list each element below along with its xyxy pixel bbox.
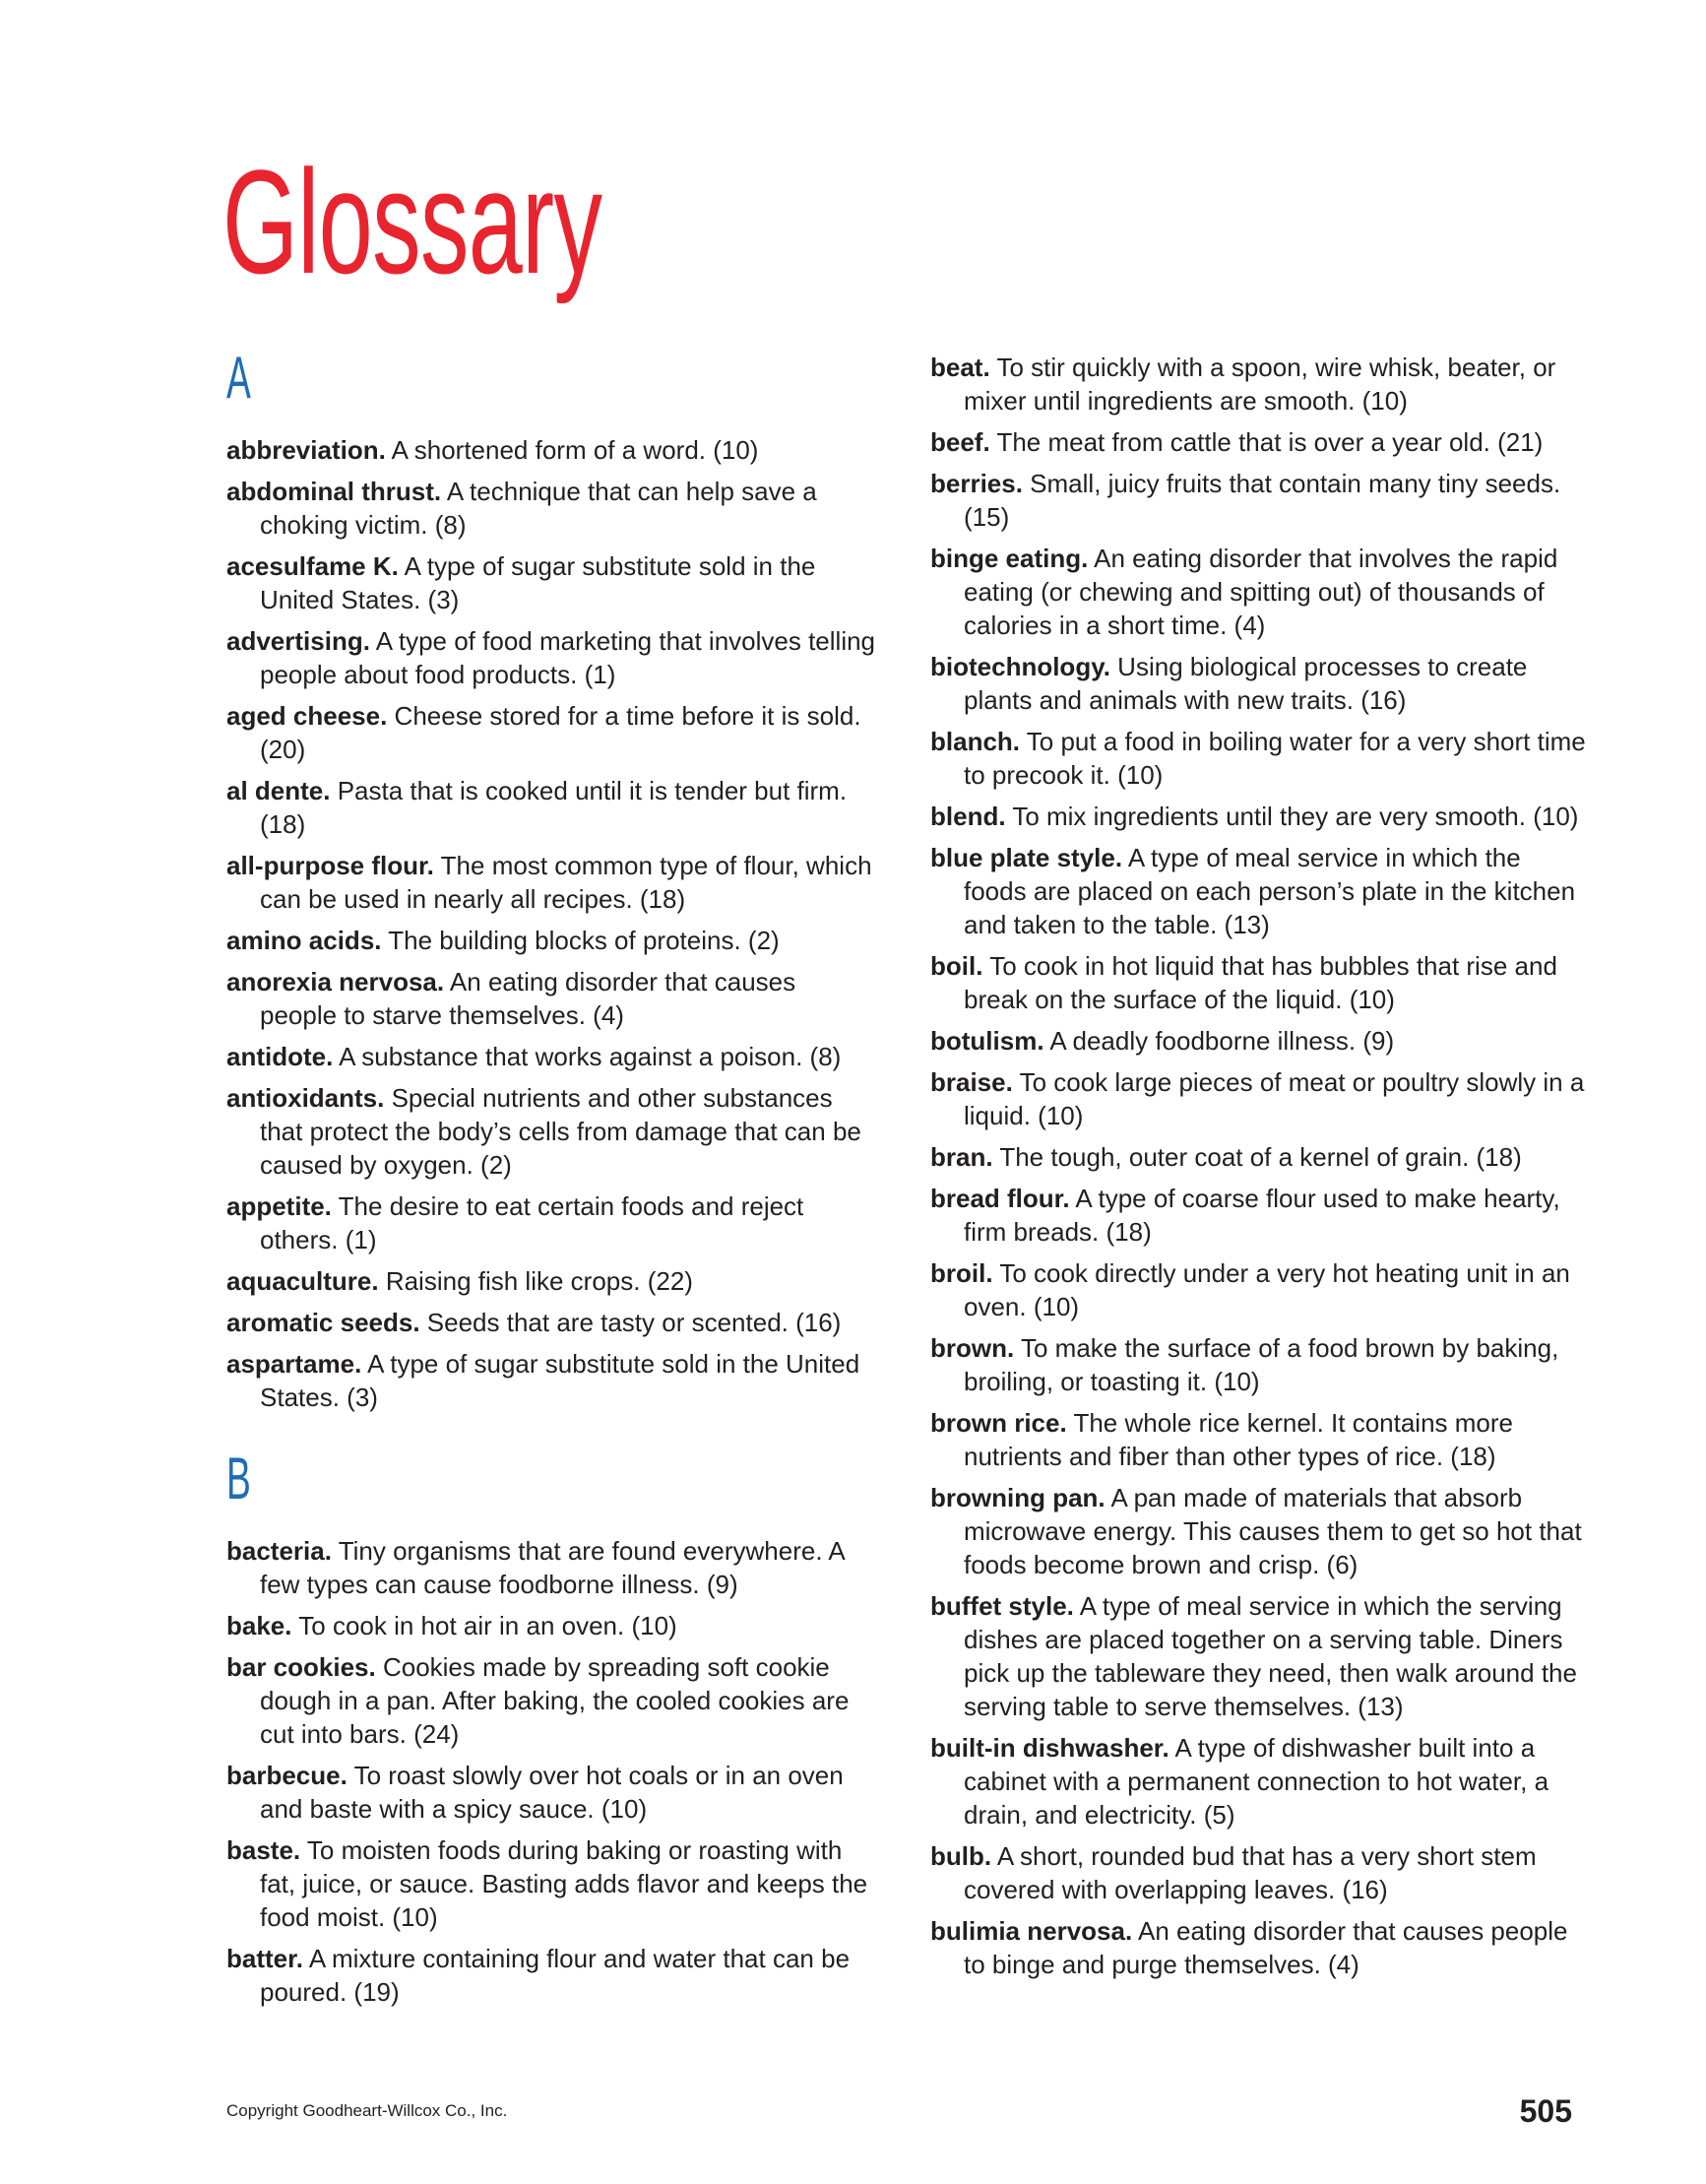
glossary-definition: A shortened form of a word. (10) bbox=[385, 435, 759, 465]
glossary-definition: To moisten foods during baking or roasting with fat, juice, or sauce. Basting adds flavor and keeps the food moist. (10) bbox=[260, 1835, 868, 1932]
glossary-entry bbox=[226, 774, 878, 841]
glossary-entry bbox=[226, 699, 878, 766]
glossary-definition: A type of meal service in which the foods are placed on each person’s plate in the kitchen and taken to the table. (13) bbox=[964, 843, 1576, 939]
glossary-entry bbox=[930, 467, 1590, 534]
glossary-definition: Using biological processes to create plants and animals with new traits. (16) bbox=[964, 652, 1528, 715]
glossary-entry bbox=[226, 1609, 878, 1642]
glossary-definition: To cook in hot liquid that has bubbles that rise and break on the surface of the liquid. (10) bbox=[964, 951, 1557, 1014]
glossary-entry bbox=[226, 849, 878, 916]
glossary-term: antidote. bbox=[226, 1042, 334, 1071]
glossary-definition: An eating disorder that involves the rapid eating (or chewing and spitting out) of thousands of calories in a short time. (4) bbox=[964, 544, 1558, 640]
glossary-entry bbox=[930, 841, 1590, 941]
glossary-term: amino acids. bbox=[226, 926, 382, 955]
glossary-term: braise. bbox=[930, 1067, 1013, 1097]
glossary-term: appetite. bbox=[226, 1191, 332, 1221]
glossary-definition: The tough, outer coat of a kernel of grain. (18) bbox=[992, 1142, 1522, 1172]
glossary-entry bbox=[930, 1024, 1590, 1058]
glossary-term: bar cookies. bbox=[226, 1652, 376, 1682]
glossary-definition: To roast slowly over hot coals or in an oven and baste with a spicy sauce. (10) bbox=[260, 1761, 844, 1824]
glossary-term: botulism. bbox=[930, 1026, 1044, 1056]
glossary-definition: Raising fish like crops. (22) bbox=[378, 1266, 693, 1296]
glossary-entry bbox=[226, 924, 878, 957]
section-letter: A bbox=[226, 345, 251, 411]
glossary-entry bbox=[930, 1140, 1590, 1174]
glossary-definition: To stir quickly with a spoon, wire whisk, beater, or mixer until ingredients are smooth. (10) bbox=[964, 353, 1556, 416]
glossary-definition: To make the surface of a food brown by baking, broiling, or toasting it. (10) bbox=[964, 1333, 1559, 1396]
glossary-entry bbox=[226, 433, 878, 467]
glossary-definition: To cook directly under a very hot heating unit in an oven. (10) bbox=[964, 1258, 1570, 1321]
glossary-entry bbox=[226, 1942, 878, 2009]
glossary-definition: A type of sugar substitute sold in the United States. (3) bbox=[260, 1349, 860, 1412]
glossary-entry bbox=[226, 1534, 878, 1601]
glossary-term: boil. bbox=[930, 951, 983, 981]
glossary-term: aromatic seeds. bbox=[226, 1308, 420, 1337]
glossary-definition: A substance that works against a poison. (8) bbox=[333, 1042, 842, 1071]
glossary-definition: Cookies made by spreading soft cookie dough in a pan. After baking, the cooled cookies are cut into bars. (24) bbox=[260, 1652, 850, 1749]
glossary-term: aquaculture. bbox=[226, 1266, 379, 1296]
glossary-term: baste. bbox=[226, 1835, 301, 1865]
glossary-term: buffet style. bbox=[930, 1591, 1074, 1621]
glossary-term: blanch. bbox=[930, 727, 1021, 756]
glossary-term: barbecue. bbox=[226, 1761, 348, 1790]
glossary-term: biotechnology. bbox=[930, 652, 1110, 681]
glossary-term: abbreviation. bbox=[226, 435, 386, 465]
glossary-entry bbox=[930, 1589, 1590, 1723]
glossary-term: all-purpose flour. bbox=[226, 851, 434, 880]
glossary-entry bbox=[226, 624, 878, 691]
glossary-term: beat. bbox=[930, 353, 990, 382]
glossary-definition: Seeds that are tasty or scented. (16) bbox=[419, 1308, 842, 1337]
glossary-entry bbox=[930, 949, 1590, 1016]
glossary-definition: To cook in hot air in an oven. (10) bbox=[291, 1611, 677, 1640]
glossary-term: aged cheese. bbox=[226, 701, 388, 731]
glossary-definition: The most common type of flour, which can be used in nearly all recipes. (18) bbox=[260, 851, 872, 914]
glossary-entry bbox=[226, 1189, 878, 1256]
glossary-term: broil. bbox=[930, 1258, 993, 1288]
page-title: Glossary bbox=[222, 139, 602, 304]
glossary-term: aspartame. bbox=[226, 1349, 362, 1379]
glossary-entry bbox=[930, 1182, 1590, 1249]
section-b-entries bbox=[226, 1534, 878, 2009]
glossary-entry bbox=[226, 475, 878, 542]
glossary-entry bbox=[930, 1731, 1590, 1831]
glossary-right-column bbox=[930, 351, 1590, 1989]
glossary-definition: Special nutrients and other substances that protect the body’s cells from damage that can be caused by oxygen. (2) bbox=[260, 1083, 861, 1180]
glossary-entry bbox=[226, 1306, 878, 1339]
glossary-term: advertising. bbox=[226, 626, 370, 656]
glossary-entry bbox=[226, 549, 878, 616]
glossary-definition: Tiny organisms that are found everywhere. A few types can cause foodborne illness. (9) bbox=[260, 1536, 845, 1599]
glossary-term: brown. bbox=[930, 1333, 1015, 1363]
glossary-definition: To put a food in boiling water for a very short time to precook it. (10) bbox=[964, 727, 1586, 790]
glossary-term: browning pan. bbox=[930, 1483, 1106, 1512]
glossary-entry bbox=[226, 1833, 878, 1934]
glossary-entry bbox=[930, 351, 1590, 418]
glossary-term: blue plate style. bbox=[930, 843, 1123, 872]
glossary-entry bbox=[930, 425, 1590, 459]
glossary-entry bbox=[930, 1331, 1590, 1398]
glossary-definition: A type of meal service in which the serving dishes are placed together on a serving table. Diners pick up the tableware they need, then walk around the serving table to serve themselves. (13) bbox=[964, 1591, 1577, 1721]
glossary-definition: The building blocks of proteins. (2) bbox=[381, 926, 780, 955]
glossary-definition: A technique that can help save a choking victim. (8) bbox=[260, 477, 817, 540]
glossary-entry bbox=[226, 1347, 878, 1414]
glossary-term: al dente. bbox=[226, 776, 331, 805]
glossary-term: bulimia nervosa. bbox=[930, 1916, 1133, 1946]
glossary-term: built-in dishwasher. bbox=[930, 1733, 1169, 1763]
glossary-definition: To cook large pieces of meat or poultry slowly in a liquid. (10) bbox=[964, 1067, 1585, 1130]
glossary-term: binge eating. bbox=[930, 544, 1089, 573]
section-a-entries bbox=[226, 433, 878, 1414]
glossary-definition: The desire to eat certain foods and reject others. (1) bbox=[260, 1191, 804, 1254]
glossary-term: brown rice. bbox=[930, 1408, 1067, 1438]
page-number: 505 bbox=[1519, 2093, 1572, 2129]
glossary-term: blend. bbox=[930, 802, 1006, 831]
glossary-term: bacteria. bbox=[226, 1536, 332, 1566]
section-letter: B bbox=[226, 1445, 251, 1511]
glossary-term: bran. bbox=[930, 1142, 993, 1172]
footer-copyright: Copyright Goodheart-Willcox Co., Inc. bbox=[226, 2101, 508, 2120]
glossary-definition: A mixture containing flour and water that can be poured. (19) bbox=[260, 1944, 851, 2007]
section-b bbox=[226, 1445, 878, 2009]
glossary-term: acesulfame K. bbox=[226, 551, 399, 581]
glossary-entry bbox=[930, 1481, 1590, 1581]
glossary-entry bbox=[930, 1406, 1590, 1473]
glossary-definition: A deadly foodborne illness. (9) bbox=[1043, 1026, 1395, 1056]
glossary-term: antioxidants. bbox=[226, 1083, 385, 1113]
glossary-definition: A type of dishwasher built into a cabinet with a permanent connection to hot water, a drain, and electricity. (5) bbox=[964, 1733, 1549, 1830]
glossary-term: bake. bbox=[226, 1611, 292, 1640]
glossary-entry bbox=[930, 1839, 1590, 1906]
glossary-entry bbox=[930, 1914, 1590, 1981]
glossary-entry bbox=[930, 542, 1590, 642]
glossary-definition: A pan made of materials that absorb microwave energy. This causes them to get so hot that foods become brown and crisp. (6) bbox=[964, 1483, 1582, 1579]
glossary-definition: A type of coarse flour used to make hearty, firm breads. (18) bbox=[964, 1184, 1560, 1247]
glossary-definition: Cheese stored for a time before it is sold. (20) bbox=[260, 701, 861, 764]
glossary-entry bbox=[226, 1040, 878, 1073]
glossary-term: abdominal thrust. bbox=[226, 477, 442, 506]
glossary-entry bbox=[930, 650, 1590, 717]
glossary-definition: The meat from cattle that is over a year old. (21) bbox=[989, 427, 1544, 457]
glossary-term: anorexia nervosa. bbox=[226, 967, 445, 996]
glossary-term: bread flour. bbox=[930, 1184, 1070, 1213]
glossary-entry bbox=[226, 965, 878, 1032]
glossary-term: batter. bbox=[226, 1944, 304, 1973]
section-a bbox=[226, 345, 878, 1414]
glossary-definition: A type of sugar substitute sold in the United States. (3) bbox=[260, 551, 816, 614]
glossary-definition: A type of food marketing that involves telling people about food products. (1) bbox=[260, 626, 876, 689]
glossary-definition: Pasta that is cooked until it is tender but firm. (18) bbox=[260, 776, 848, 839]
glossary-definition: An eating disorder that causes people to starve themselves. (4) bbox=[260, 967, 796, 1030]
glossary-left-column bbox=[226, 345, 878, 2017]
glossary-definition: The whole rice kernel. It contains more nutrients and fiber than other types of rice. (18) bbox=[964, 1408, 1513, 1471]
glossary-entry bbox=[226, 1264, 878, 1298]
glossary-entry bbox=[226, 1081, 878, 1182]
section-b-continued-entries bbox=[930, 351, 1590, 1981]
glossary-term: berries. bbox=[930, 469, 1023, 498]
glossary-entry bbox=[930, 800, 1590, 833]
glossary-definition: A short, rounded bud that has a very short stem covered with overlapping leaves. (16) bbox=[964, 1841, 1537, 1904]
glossary-entry bbox=[226, 1650, 878, 1751]
glossary-term: bulb. bbox=[930, 1841, 992, 1871]
glossary-definition: An eating disorder that causes people to binge and purge themselves. (4) bbox=[964, 1916, 1568, 1979]
glossary-entry bbox=[930, 1256, 1590, 1323]
glossary-entry bbox=[930, 725, 1590, 792]
glossary-definition: Small, juicy fruits that contain many tiny seeds. (15) bbox=[964, 469, 1561, 532]
glossary-definition: To mix ingredients until they are very smooth. (10) bbox=[1005, 802, 1579, 831]
glossary-entry bbox=[226, 1759, 878, 1826]
glossary-entry bbox=[930, 1065, 1590, 1132]
glossary-term: beef. bbox=[930, 427, 990, 457]
